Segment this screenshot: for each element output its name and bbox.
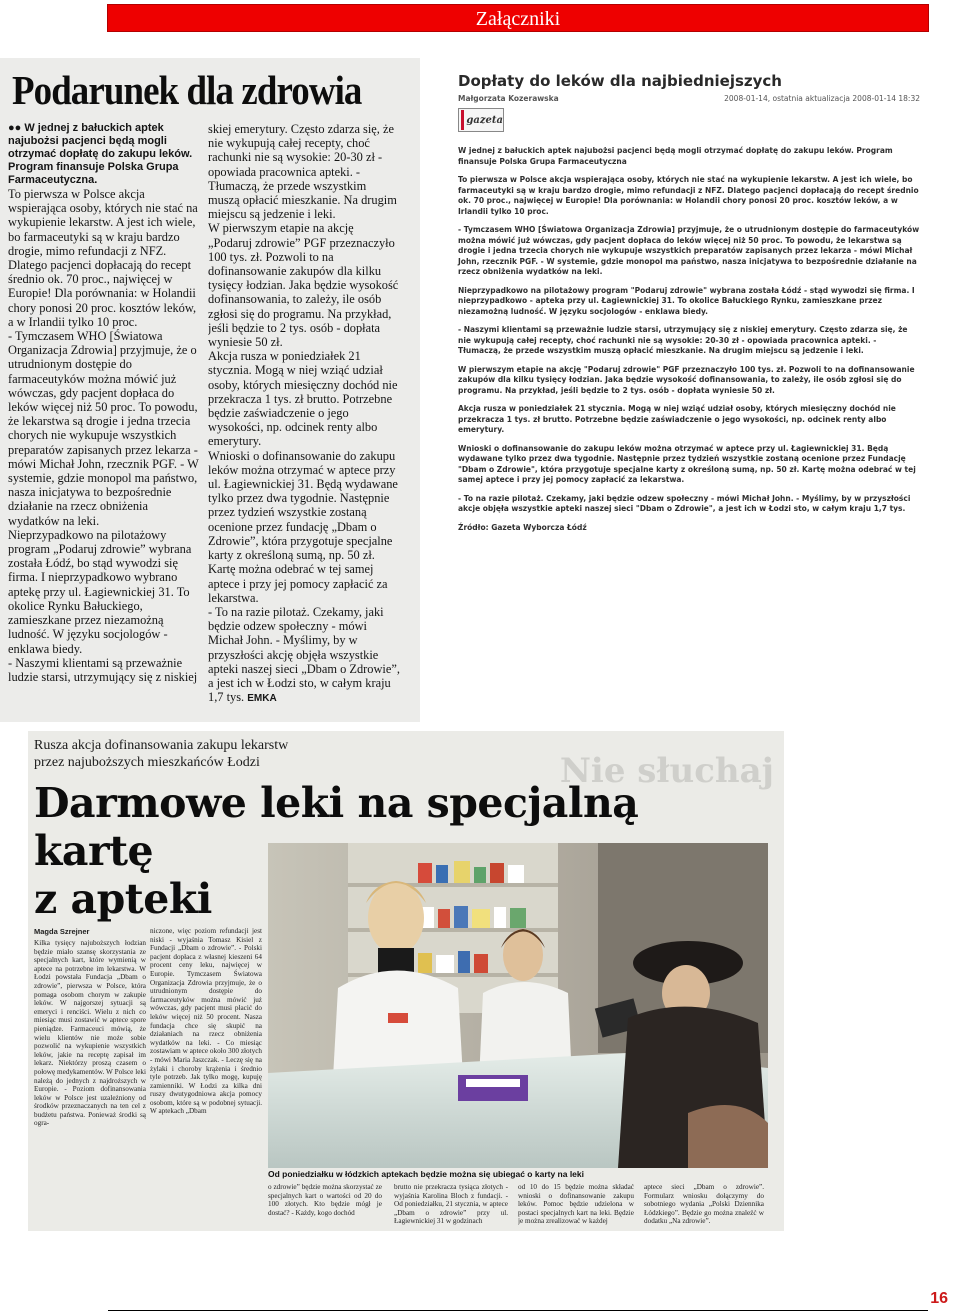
article-paragraph: skiej emerytury. Często zdarza się, że nie wykupują całej recepty, choć rachunki nie są wysokie: 20-30 zł - opowiada pracownica apteki. - Tłumaczą, że przede wszystkim muszą opłacić mieszkanie. Na drugim miejscu są jedzenie i leki. xyxy=(208,122,397,222)
logo-text: gazeta xyxy=(466,114,503,126)
footer-divider xyxy=(108,1310,928,1311)
article-column-2: niczone, więc poziom refundacji jest niski - wyjaśnia Tomasz Kisiel z Fundacji „Dbam o zdrowie”. - Polski pacjent dopłaca z własnej kieszeni 64 procent ceny leku, najwięcej w Europie. Tymczasem Światowa Organizacja Zdrowia przyjmuje, że o utrudnionym dostępie do farmaceutyków można mówić już wówczas, gdy pacjent musi płacić do leków więcej niż 50 procent. Nasza fundacja chce się skupić na działaniach na rzecz obniżenia wydatków na leki. - Co miesiąc zostawiam w aptece około 300 złotych - mówi Maria Jaszczak. - Leczę się na żylaki i choroby krążenia i średnio tyle potrzeb. Jak tylko mogę, kupuję zamienniki. W Łodzi za kilka dni ruszy dwutygodniowa akcja pomocy osobom, które są w podobnej sytuacji. W aptekach „Dbam xyxy=(150,927,262,1116)
clipping-headline: Podarunek dla zdrowia xyxy=(12,67,362,113)
headline-line: Darmowe leki na specjalną xyxy=(34,779,639,827)
article-paragraph: To pierwsza w Polsce akcja wspierająca osoby, których nie stać na wykupienie lekarstw. A jest ich wiele, bo farmaceutyki są w kraju bardzo drogie, mimo refundacji z NFZ. Dlatego pacjenci dopłacają do recept średnio ok. 70 proc., najwięcej w Europie! Dla porównania: w Holandii chory ponosi 20 proc. kosztów leków, a w Irlandii tylko 10 proc. xyxy=(458,175,919,216)
article-title: Dopłaty do leków dla najbiedniejszych xyxy=(458,72,782,90)
article-paragraph: Akcja rusza w poniedziałek 21 stycznia. Mogą w niej wziąć udział osoby, których miesięczny dochód nie przekracza 1 tys. zł brutto. Potrzebne będzie zaświadczenie o jego wysokości, np. odcinek renty albo emerytury. xyxy=(208,349,398,449)
article-source: Źródło: Gazeta Wyborcza Łódź xyxy=(458,522,587,532)
article-byline: Magda Szrejner xyxy=(34,927,90,936)
article-paragraph: - Tymczasem WHO [Światowa Organizacja Zdrowia] przyjmuje, że o utrudnionym dostępie do farmaceutyków można mówić już wówczas, gdy pacjent dopłaca do leków więcej niż 50 proc. To powodu, że lekarstwa są drogie i jedna trzecia chorych nie wykupuje wszystkich preparatów zapisanych przez lekarza - mówi Michał John, rzecznik PGF. - W systemie, gdzie monopol ma państwo, nasza inicjatywa to bezpośrednie działanie na rzecz obniżenia wydatków na leki. xyxy=(458,225,920,276)
page-title: Załączniki xyxy=(475,8,561,30)
article-column-right xyxy=(208,122,400,714)
kicker-line: Rusza akcja dofinansowania zakupu lekarstw xyxy=(34,738,289,753)
article-paragraph: Nieprzypadkowo na pilotażowy program "Podaruj zdrowie" wybrana została Łódź - stąd wywodzi się firma. I nieprzypadkowo - apteka przy ul. Łagiewnickiej 31. To okolice Bałuckiego Rynku, zamieszkane przez niezamożną ludność. W języku socjologów - enklawa biedy. xyxy=(458,285,915,316)
page-number: 16 xyxy=(930,1290,948,1307)
article-paragraph: - Naszymi klientami są przeważnie ludzie starsi, utrzymujący się z niskiej emerytury. Często zdarza się, że nie wykupują całej recepty, choć rachunki nie są wysokie: 20-30 zł - opowiada pracownica apteki. - Tłumaczą, że przede wszystkim muszą opłacić mieszkanie. Na drugim miejscu są jedzenie i leki. xyxy=(458,325,908,355)
article-paragraph: W jednej z bałuckich aptek najubożsi pacjenci będą mogli otrzymać dopłatę do zakupu leków. Program finansuje Polska Grupa Farmaceutyczna xyxy=(458,146,893,166)
article-paragraph: Akcja rusza w poniedziałek 21 stycznia. Mogą w niej wziąć udział osoby, których miesięczny dochód nie przekracza 1 tys. zł brutto. Potrzebne będzie zaświadczenie o jego wysokości, np. odcinek renty albo emerytury. xyxy=(458,404,896,434)
clipping-gazeta xyxy=(448,62,928,702)
gazeta-logo xyxy=(458,108,504,132)
article-paragraph-text: - To na razie pilotaż. Czekamy, jaki będzie odzew społeczny - mówi Michał John. - Myślimy, by w przyszłości akcję objęła wszystkie apteki naszej sieci „Dbam o Zdrowie”, a jest ich w Łodzi sto, w całym kraju 1,7 tys. xyxy=(208,604,400,705)
clipping-podarunek xyxy=(0,58,420,722)
article-date: 2008-01-14, ostatnia aktualizacja 2008-01-14 18:32 xyxy=(724,94,920,103)
kicker-line: przez najuboższych mieszkańców Łodzi xyxy=(34,755,260,770)
clipping-darmowe-leki xyxy=(28,731,784,1231)
article-kicker xyxy=(34,737,288,771)
article-paragraph: Wnioski o dofinansowanie do zakupu leków można otrzymać w aptece przy ul. Łagiewnickiej 31. Będą wydawane tylko przez dwa tygodnie. Następnie przez tydzień wszystkie zostaną ocenione przez Fundację "Dbam o Zdrowie", która przygotuje specjalne karty z określoną sumą, np. 50 zł. Kartę można odebrać w tej samej aptece i przy jej pomocy zapłacić za lekarstwa. xyxy=(458,443,916,484)
faded-background-headline: Nie słuchaj xyxy=(559,751,774,791)
article-column-4: brutto nie przekracza tysiąca złotych - wyjaśnia Karolina Bloch z fundacji. - Od poniedziałku, 21 stycznia, w aptece „Dbam o zdrowie” przy ul. Łagiewnickiej 31 w godzinach xyxy=(394,1183,508,1226)
article-paragraph: - To na razie pilotaż. Czekamy, jaki będzie odzew społeczny - mówi Michał John. - Myślimy, by w przyszłości akcje objęła wszystkie apteki naszej sieci "Dbam o Zdrowie", a jest ich w Łodzi sto, w całym kraju 1,7 tys. xyxy=(458,493,911,513)
article-column-3: o zdrowie” będzie można skorzystać ze specjalnych kart o wartości od 20 do 100 złotych. Kto będzie mógł je dostać? - Każdy, kogo dochód xyxy=(268,1183,382,1217)
article-column-left xyxy=(8,122,200,714)
article-lead xyxy=(8,122,200,187)
headline-line: kartę xyxy=(34,827,154,875)
article-column-5: od 10 do 15 będzie można składać wnioski o dofinansowanie zakupu leków. Pomoc będzie udzielona w postaci specjalnych kart na leki. Będzie je można zrealizować w każdej xyxy=(518,1183,634,1226)
article-meta xyxy=(458,94,920,103)
article-column-6: aptece sieci „Dbam o zdrowie”. Formularz wniosku dołączymy do sobotniego wydania „Polski Dziennika Łódzkiego”. Będzie go można znaleźć w dodatku „Na zdrowie”. xyxy=(644,1183,764,1226)
article-paragraph: - Naszymi klientami są przeważnie ludzie starsi, utrzymujący się z niskiej xyxy=(8,655,198,684)
author-signature: EMKA xyxy=(247,693,277,705)
pharmacy-photo xyxy=(268,843,768,1168)
article-column-1: Kilka tysięcy najuboższych łodzian będzie miało szansę skorzystania ze specjalnych kart, które wymienią w aptece na potrzebne im lekarstwa. W Łodzi powstała Fundacja „Dbam o zdrowie”, pierwsza w Polsce, która pomaga osobom chorym w zakupie leków. W najgorszej sytuacji są emeryci i renciści. Wielu z nich co miesiąc musi zostawić w aptece spore pieniądze. Farmaceuci mówią, że wielu klientów nie może sobie pozwolić na wykupienie wszystkich leków, jakie na receptę zapisał im lekarz. Niektórzy proszą czasem o połowę medykamentów. W Polsce leki należą do jednych z najdroższych w Europie. - Poziom dofinansowania leków w Polsce jest uzależniony od środków przeznaczanych na ten cel z budżetu państwa. Ponieważ środki są ogra- xyxy=(34,939,146,1128)
article-paragraph xyxy=(208,605,400,706)
article-paragraph: W pierwszym etapie na akcję „Podaruj zdrowie” PGF przeznaczyło 100 tys. zł. Pozwoli to na dofinansowanie zakupów dla kilku tysięcy łodzian. Jaka będzie wysokość dofinansowania, to zależy, ile osób zgłosi się do programu. Na przykład, jeśli będzie to 2 tys. osób - dopłata wyniesie 50 zł. xyxy=(208,221,399,350)
article-paragraph: W pierwszym etapie na akcję "Podaruj zdrowie" PGF przeznaczyło 100 tys. zł. Pozwoli to na dofinansowanie zakupów dla kilku tysięcy łodzian. Jaka będzie wysokość dofinansowania, to zależy, ile osób zgłosi się do programu. Na przykład, jeśli będzie to 2 tys. osób - dopłata wyniesie 50 zł. xyxy=(458,364,915,395)
article-paragraph: Nieprzypadkowo na pilotażowy program „Podaruj zdrowie” wybrana została Łódź, bo stąd wywodzi się firma. I nieprzypadkowo wybrano aptekę przy ul. Łagiewnickiej 31. To okolice Rynku Bałuckiego, zamieszkane przez niezamożną ludność. W języku socjologów - enklawa biedy. xyxy=(8,527,192,656)
logo-mark-icon xyxy=(461,110,464,130)
article-body xyxy=(458,146,920,541)
article-paragraph: To pierwsza w Polsce akcja wspierająca osoby, których nie stać na wykupienie lekarstw. A jest ich wiele, bo farmaceutyki są w kraju bardzo drogie, mimo refundacji z NFZ. Dlatego pacjenci dopłacają do recept średnio ok. 70 proc., najwięcej w Europie! Dla porównania: w Holandii chory ponosi 20 proc. kosztów leków, a w Irlandii tylko 10 proc. xyxy=(8,187,198,329)
bullet-icon: ●● xyxy=(8,122,25,134)
article-paragraph: - Tymczasem WHO [Światowa Organizacja Zdrowia] przyjmuje, że o utrudnionym dostępie do farmaceutyków można mówić już wówczas, gdy pacjent dopłaca do leków więcej niż 50 proc. To powodu, że lekarstwa są drogie i jedna trzecia chorych nie wykupuje wszystkich preparatów zapisanych przez lekarza - mówi Michał John, rzecznik PGF. - W systemie, gdzie monopol ma państwo, nasza inicjatywa to bezpośrednie działanie na rzecz obniżenia wydatków na leki. xyxy=(8,329,199,528)
photo-caption: Od poniedziałku w łódzkich aptekach będzie można się ubiegać o karty na leki xyxy=(268,1169,585,1179)
headline-line: z apteki xyxy=(34,875,212,923)
article-paragraph: Wnioski o dofinansowanie do zakupu leków można otrzymać w aptece przy ul. Łagiewnickiej 31. Będą wydawane tylko przez dwa tygodnie. Następnie przez tydzień wszystkie zostaną ocenione przez fundację „Dbam o Zdrowie”, która przygotuje specjalne karty z określoną sumą, np. 50 zł. Kartę można odebrać w tej samej aptece i przy jej pomocy zapłacić za lekarstwa. xyxy=(208,448,398,605)
pharmacy-photo-illustration xyxy=(268,843,768,1168)
article-author: Małgorzata Kozerawska xyxy=(458,94,559,103)
article-lead-text: W jednej z bałuckich aptek najubożsi pacjenci będą mogli otrzymać dopłatę do zakupu leków. Program finansuje Polska Grupa Farmaceutyczna. xyxy=(8,122,193,186)
header-bar xyxy=(107,4,929,32)
